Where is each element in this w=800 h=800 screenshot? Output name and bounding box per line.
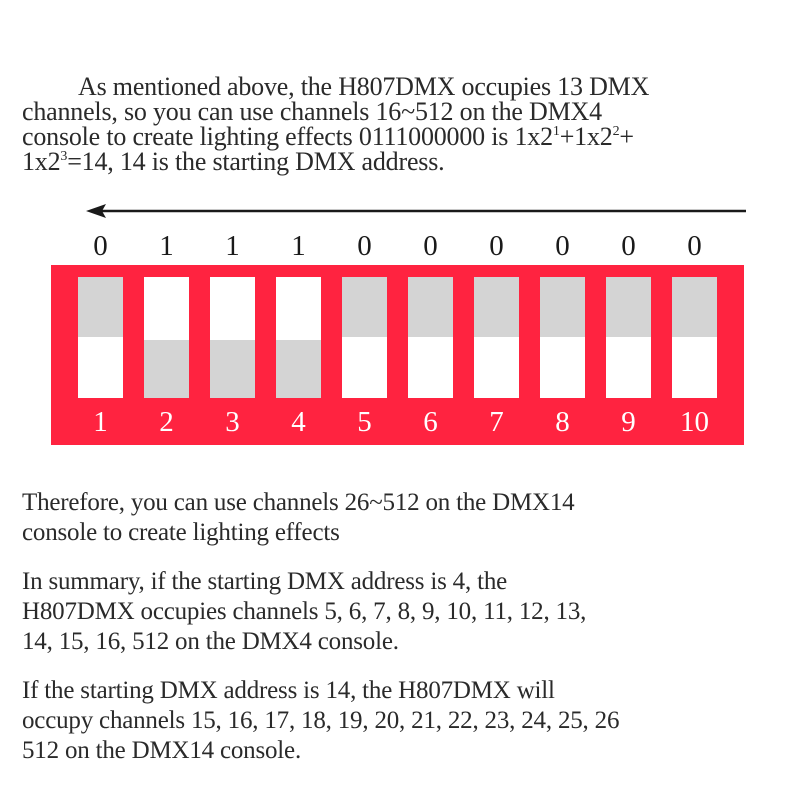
summary-paragraph	[22, 567, 762, 657]
dip-switch-9	[606, 277, 651, 398]
switch-number: 4	[291, 406, 306, 438]
switch-number: 10	[680, 406, 709, 438]
second-case-line-2: occupy channels 15, 16, 17, 18, 19, 20, 21, 22, 23, 24, 25, 26	[22, 707, 620, 734]
switch-number: 5	[357, 406, 372, 438]
switch-slider	[276, 340, 321, 398]
intro-paragraph	[22, 74, 762, 174]
intro-line-4-text: 1x2	[22, 147, 61, 176]
bit-value: 1	[225, 230, 240, 262]
intro-line-3-mid: +1x2	[559, 122, 613, 151]
dip-switch-8	[540, 277, 585, 398]
switch-slider	[606, 277, 651, 337]
intro-line-2: channels, so you can use channels 16~512 on the DMX4	[22, 97, 602, 126]
dip-switch-4	[276, 277, 321, 398]
switch-slider	[408, 277, 453, 337]
bit-value: 0	[687, 230, 702, 262]
summary-line-3: 14, 15, 16, 512 on the DMX4 console.	[22, 628, 399, 655]
switch-number: 9	[621, 406, 636, 438]
switch-slider	[144, 340, 189, 398]
switch-slider	[78, 277, 123, 337]
dip-switch-2	[144, 277, 189, 398]
switch-number: 3	[225, 406, 240, 438]
intro-line-1: As mentioned above, the H807DMX occupies 13 DMX	[78, 72, 650, 101]
intro-line-4-end: =14, 14 is the starting DMX address.	[67, 147, 445, 176]
switch-number: 7	[489, 406, 504, 438]
bit-value: 0	[423, 230, 438, 262]
bit-value: 1	[291, 230, 306, 262]
switch-number: 8	[555, 406, 570, 438]
dip-switch-6	[408, 277, 453, 398]
switch-number: 2	[159, 406, 174, 438]
second-case-line-1: If the starting DMX address is 14, the H807DMX will	[22, 677, 555, 704]
summary-line-1: In summary, if the starting DMX address is 4, the	[22, 568, 508, 595]
exponent-2: 2	[612, 124, 620, 139]
exponent-3: 3	[60, 149, 68, 164]
dip-switch-3	[210, 277, 255, 398]
bit-value: 1	[159, 230, 174, 262]
summary-line-2: H807DMX occupies channels 5, 6, 7, 8, 9, 10, 11, 12, 13,	[22, 598, 587, 625]
second-case-line-3: 512 on the DMX14 console.	[22, 737, 301, 764]
bit-value: 0	[357, 230, 372, 262]
dip-switch-7	[474, 277, 519, 398]
switch-slider	[672, 277, 717, 337]
bit-value: 0	[621, 230, 636, 262]
intro-line-3-text: console to create lighting effects 0111000000 is 1x2	[22, 122, 553, 151]
bit-values-row	[51, 228, 744, 264]
bit-value: 0	[489, 230, 504, 262]
intro-line-4	[22, 149, 762, 174]
left-arrow-icon	[86, 203, 746, 219]
therefore-paragraph	[22, 488, 762, 548]
switch-slider	[342, 277, 387, 337]
exponent-1: 1	[552, 124, 560, 139]
therefore-line-2: console to create lighting effects	[22, 519, 340, 546]
bit-value: 0	[555, 230, 570, 262]
dip-switch-5	[342, 277, 387, 398]
switch-number: 1	[93, 406, 108, 438]
bit-value: 0	[93, 230, 108, 262]
switch-slider	[210, 340, 255, 398]
intro-line-3	[22, 124, 762, 149]
therefore-line-1: Therefore, you can use channels 26~512 on the DMX14	[22, 489, 575, 516]
second-case-paragraph	[22, 676, 762, 766]
dip-switch-1	[78, 277, 123, 398]
switch-slider	[540, 277, 585, 337]
switch-slider	[474, 277, 519, 337]
dip-switch-10	[672, 277, 717, 398]
dip-switch-panel	[51, 265, 744, 445]
switch-number: 6	[423, 406, 438, 438]
intro-line-3-end: +	[619, 122, 634, 151]
